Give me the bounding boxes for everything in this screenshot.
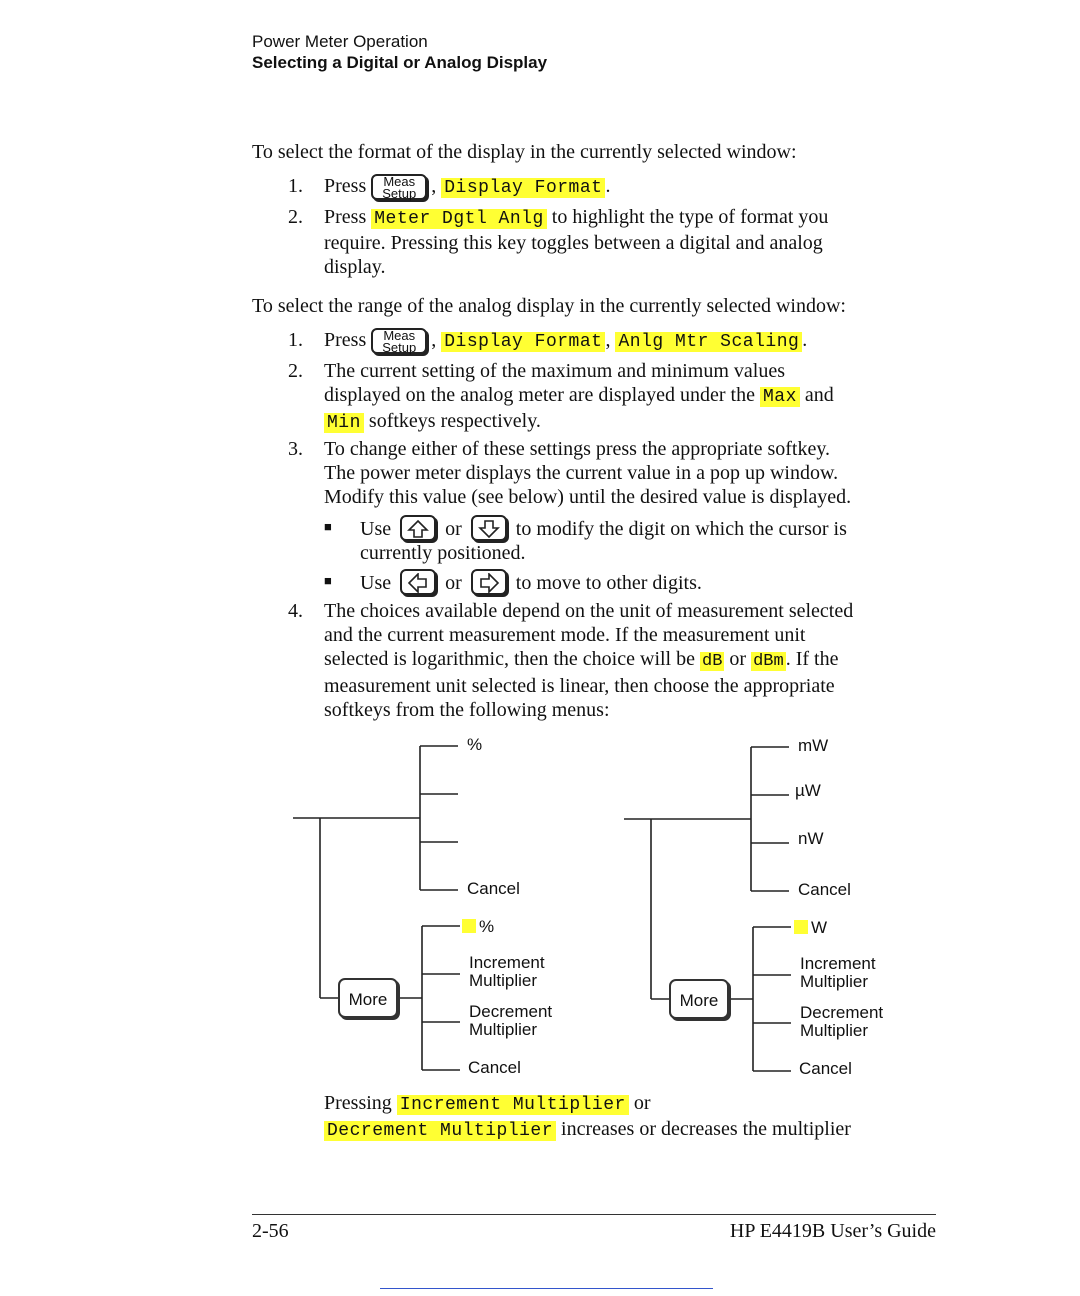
footer-rule (252, 1214, 936, 1215)
softkey-min[interactable]: Min (324, 413, 364, 433)
softkey-display-format[interactable]: Display Format (441, 332, 605, 352)
softkey-anlg-mtr-scaling[interactable]: Anlg Mtr Scaling (615, 332, 802, 352)
softkey-dbm[interactable]: dBm (753, 652, 784, 671)
menu-right-nw[interactable]: nW (798, 829, 824, 848)
link-underline[interactable] (380, 1288, 713, 1289)
menu-right-uw[interactable]: µW (795, 781, 821, 800)
guide-title: HP E4419B User’s Guide (729, 1220, 936, 1242)
softkey-decrement-multiplier[interactable]: Decrement Multiplier (324, 1121, 556, 1141)
menu-left-cancel-2[interactable]: Cancel (468, 1058, 521, 1077)
format-intro: To select the format of the display in the currently selected window: (252, 141, 797, 163)
highlight-marker (462, 919, 476, 933)
softkey-meter-dgtl-anlg[interactable]: Meter Dgtl Anlg (371, 209, 547, 229)
page-number: 2-56 (252, 1220, 289, 1242)
softkey-db[interactable]: dB (702, 652, 723, 671)
menu-left-percent-2[interactable]: % (462, 918, 494, 936)
menu-left-decrement-multiplier[interactable]: Decrement Multiplier (469, 1002, 553, 1039)
softkey-max[interactable]: Max (760, 387, 800, 407)
softkey-display-format[interactable]: Display Format (441, 178, 605, 198)
menu-right-mw[interactable]: mW (798, 736, 829, 755)
meas-setup-hardkey[interactable]: Meas Setup (371, 174, 427, 200)
running-header-title: Selecting a Digital or Analog Display (252, 53, 548, 72)
menu-right-decrement-multiplier[interactable]: Decrement Multiplier (800, 1003, 884, 1040)
menu-left-percent[interactable]: % (467, 735, 483, 754)
menu-right-cancel-2[interactable]: Cancel (799, 1059, 852, 1078)
menu-right-cancel[interactable]: Cancel (798, 880, 851, 899)
highlight-marker (794, 920, 808, 934)
range-intro: To select the range of the analog display in the currently selected window: (252, 295, 846, 317)
meas-setup-hardkey[interactable]: Meas Setup (371, 328, 427, 354)
softkey-increment-multiplier[interactable]: Increment Multiplier (397, 1095, 629, 1115)
menu-right-increment-multiplier[interactable]: Increment Multiplier (800, 954, 876, 991)
more-button-left[interactable]: More (338, 978, 398, 1018)
running-header-section: Power Meter Operation (252, 32, 428, 51)
menu-right-w[interactable]: W (794, 919, 827, 937)
menu-left-increment-multiplier[interactable]: Increment Multiplier (469, 953, 545, 990)
more-button-right[interactable]: More (669, 979, 729, 1019)
menu-left-cancel[interactable]: Cancel (467, 879, 520, 898)
closing-paragraph: Pressing Increment Multiplier or Decrement Multiplier increases or decreases the multiplier (324, 1092, 851, 1141)
